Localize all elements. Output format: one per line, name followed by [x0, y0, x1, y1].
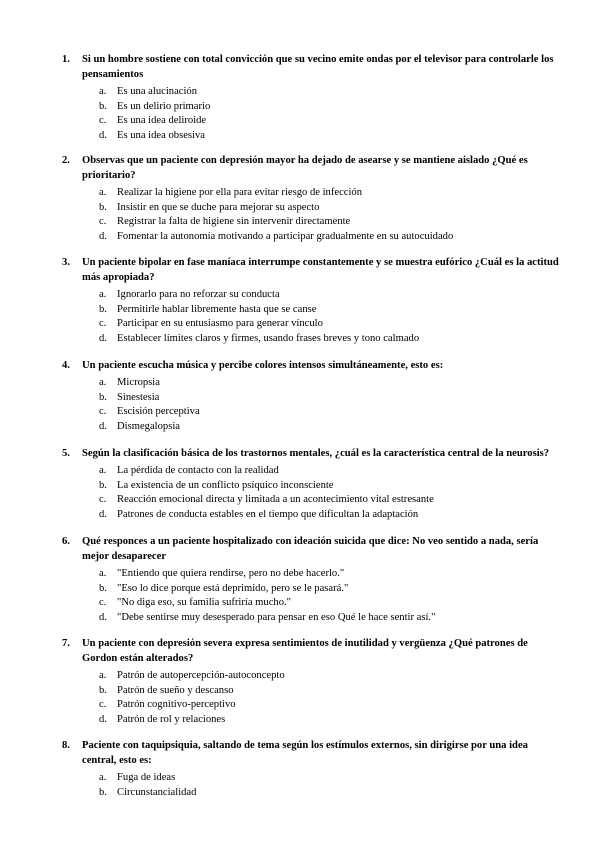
- option-a: [99, 85, 562, 100]
- question-number: 3.: [62, 257, 70, 268]
- option-c: [99, 493, 562, 508]
- option-letter: c.: [99, 115, 107, 127]
- question-text: Observas que un paciente con depresión mayor ha dejado de asearse y se mantiene aislado ¿Qué es prioritario?: [82, 155, 528, 181]
- question-number: 2.: [62, 155, 70, 166]
- question-text: Un paciente escucha música y percibe colores intensos simultáneamente, esto es:: [82, 360, 444, 371]
- option-d: [99, 230, 562, 245]
- option-letter: d.: [99, 333, 107, 345]
- option-text: Ignorarlo para no reforzar su conducta: [117, 289, 280, 300]
- option-c: [99, 698, 562, 713]
- option-d: [99, 713, 562, 728]
- question-7: [62, 636, 562, 728]
- option-letter: b.: [99, 582, 107, 594]
- option-letter: a.: [99, 187, 107, 198]
- option-d: [99, 129, 562, 144]
- option-text: Registrar la falta de higiene sin intervenir directamente: [117, 216, 351, 228]
- option-letter: a.: [99, 465, 107, 476]
- option-letter: b.: [99, 684, 107, 696]
- question-text: Si un hombre sostiene con total convicción que su vecino emite ondas por el televisor para controlarle los pensamientos: [82, 54, 554, 80]
- option-list: [99, 376, 562, 435]
- option-letter: a.: [99, 289, 107, 300]
- option-text: Es una alucinación: [117, 86, 198, 97]
- option-a: [99, 669, 562, 684]
- option-b: [99, 582, 562, 597]
- option-text: Patrón de rol y relaciones: [117, 714, 226, 726]
- question-number: 7.: [62, 638, 70, 649]
- option-letter: b.: [99, 201, 107, 213]
- option-c: [99, 317, 562, 332]
- option-c: [99, 405, 562, 420]
- option-list: [99, 771, 562, 800]
- option-text: Establecer límites claros y firmes, usando frases breves y tono calmado: [117, 333, 420, 345]
- question-3: [62, 255, 562, 347]
- question-5: [62, 446, 562, 523]
- option-text: "No diga eso, su familia sufriría mucho.": [117, 597, 291, 609]
- option-letter: c.: [99, 494, 107, 506]
- option-b: [99, 479, 562, 494]
- option-text: Fomentar la autonomía motivando a participar gradualmente en su autocuidado: [117, 231, 454, 243]
- question-6: [62, 534, 562, 626]
- question-number: 1.: [62, 54, 70, 65]
- option-a: [99, 376, 562, 391]
- question-1: [62, 52, 562, 144]
- option-text: Patrón de sueño y descanso: [117, 684, 234, 696]
- option-letter: a.: [99, 377, 107, 388]
- option-letter: c.: [99, 699, 107, 711]
- option-text: Circunstancialidad: [117, 786, 197, 798]
- option-list: [99, 288, 562, 347]
- option-b: [99, 786, 562, 801]
- question-number: 6.: [62, 536, 70, 547]
- option-letter: b.: [99, 100, 107, 112]
- option-a: [99, 288, 562, 303]
- option-text: Escisión perceptiva: [117, 406, 200, 418]
- option-letter: b.: [99, 303, 107, 315]
- option-letter: d.: [99, 714, 107, 726]
- question-2: [62, 153, 562, 245]
- option-b: [99, 684, 562, 699]
- question-number: 4.: [62, 360, 70, 371]
- question-text: Un paciente con depresión severa expresa sentimientos de inutilidad y vergüenza ¿Qué patrones de Gordon están alterados?: [82, 638, 528, 664]
- question-4: [62, 358, 562, 435]
- option-text: Fuga de ideas: [117, 772, 176, 783]
- option-letter: c.: [99, 216, 107, 228]
- option-letter: a.: [99, 86, 107, 97]
- option-list: [99, 669, 562, 728]
- option-c: [99, 215, 562, 230]
- option-letter: c.: [99, 318, 107, 330]
- option-d: [99, 508, 562, 523]
- option-text: Sinestesia: [117, 391, 160, 403]
- question-text: Según la clasificación básica de los trastornos mentales, ¿cuál es la característica central de la neurosis?: [82, 448, 550, 459]
- option-letter: d.: [99, 509, 107, 521]
- option-text: "Debe sentirse muy desesperado para pensar en eso Qué le hace sentir así.": [117, 612, 436, 624]
- option-text: Participar en su entusiasmo para generar vínculo: [117, 318, 323, 330]
- option-text: Permitirle hablar libremente hasta que se canse: [117, 303, 317, 315]
- option-list: [99, 567, 562, 626]
- option-list: [99, 464, 562, 523]
- option-text: Dismegalopsia: [117, 421, 180, 433]
- option-a: [99, 567, 562, 582]
- option-a: [99, 186, 562, 201]
- option-text: La pérdida de contacto con la realidad: [117, 465, 279, 476]
- option-c: [99, 114, 562, 129]
- option-text: Es un delirio primario: [117, 100, 211, 112]
- option-text: Reacción emocional directa y limitada a un acontecimiento vital estresante: [117, 494, 434, 506]
- option-letter: a.: [99, 772, 107, 783]
- option-text: "Eso lo dice porque está deprimido, pero se le pasará.": [117, 582, 349, 594]
- option-text: Micropsia: [117, 377, 160, 388]
- question-number: 8.: [62, 740, 70, 751]
- option-text: Insistir en que se duche para mejorar su aspecto: [117, 201, 320, 213]
- option-text: "Entiendo que quiera rendirse, pero no debe hacerlo.": [117, 568, 345, 579]
- option-letter: d.: [99, 421, 107, 433]
- option-letter: d.: [99, 612, 107, 624]
- question-8: [62, 738, 562, 800]
- option-text: Realizar la higiene por ella para evitar riesgo de infección: [117, 187, 363, 198]
- question-text: Un paciente bipolar en fase maníaca interrumpe constantemente y se muestra eufórico ¿Cuál es la actitud más apropiada?: [82, 257, 559, 283]
- option-text: Patrón cognitivo-perceptivo: [117, 699, 236, 711]
- question-text: Paciente con taquipsiquia, saltando de tema según los estímulos externos, sin dirigirse por una idea central, esto es:: [82, 740, 528, 766]
- option-list: [99, 186, 562, 245]
- option-c: [99, 596, 562, 611]
- option-list: [99, 85, 562, 144]
- option-b: [99, 303, 562, 318]
- option-letter: c.: [99, 406, 107, 418]
- option-b: [99, 391, 562, 406]
- option-b: [99, 201, 562, 216]
- option-letter: d.: [99, 130, 107, 142]
- option-text: Patrón de autopercepción-autoconcepto: [117, 670, 285, 681]
- option-d: [99, 332, 562, 347]
- option-letter: b.: [99, 391, 107, 403]
- question-number: 5.: [62, 448, 70, 459]
- option-text: Es una idea obsesiva: [117, 130, 205, 142]
- option-letter: a.: [99, 568, 107, 579]
- option-b: [99, 100, 562, 115]
- option-letter: b.: [99, 479, 107, 491]
- option-text: La existencia de un conflicto psíquico inconsciente: [117, 479, 334, 491]
- option-a: [99, 464, 562, 479]
- option-d: [99, 420, 562, 435]
- option-text: Patrones de conducta estables en el tiempo que dificultan la adaptación: [117, 509, 419, 521]
- option-text: Es una idea deliroide: [117, 115, 207, 127]
- option-letter: c.: [99, 597, 107, 609]
- option-letter: a.: [99, 670, 107, 681]
- option-letter: d.: [99, 231, 107, 243]
- option-d: [99, 611, 562, 626]
- option-a: [99, 771, 562, 786]
- question-text: Qué responces a un paciente hospitalizado con ideación suicida que dice: No veo sentido a nada, sería mejor desaparecer: [82, 536, 539, 562]
- option-letter: b.: [99, 786, 107, 798]
